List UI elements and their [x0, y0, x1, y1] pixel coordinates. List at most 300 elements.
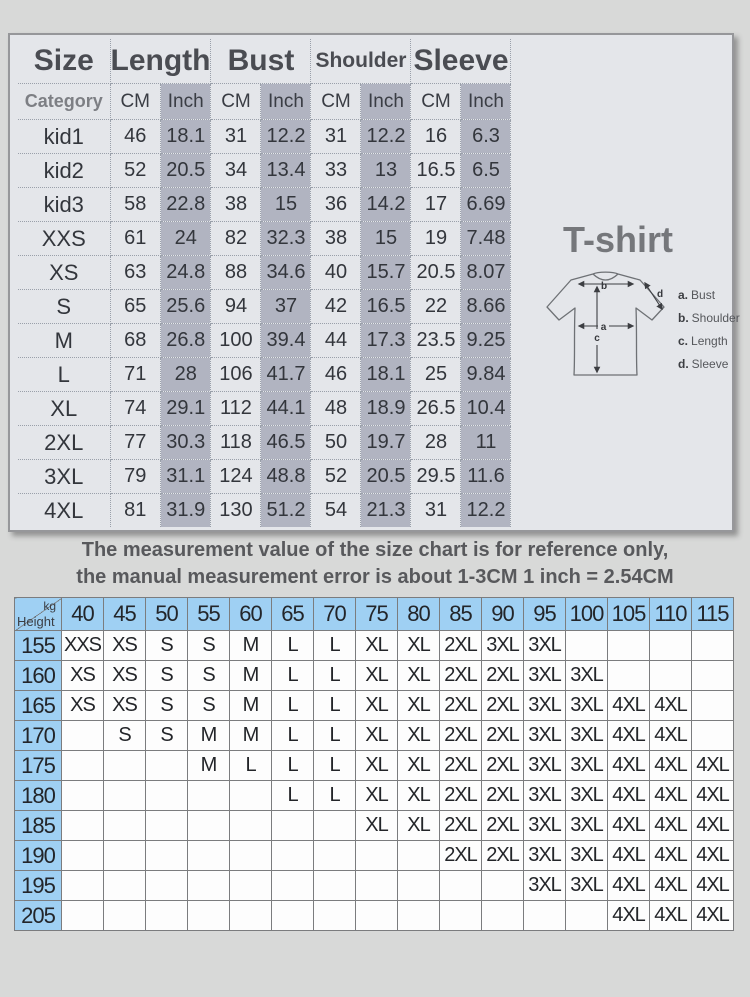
size-value: 18.9 [361, 392, 411, 426]
size-value: 9.84 [461, 358, 511, 392]
size-category: S [18, 290, 110, 324]
height-row-label: 155 [15, 631, 62, 661]
fit-cell [398, 841, 440, 871]
fit-cell [356, 871, 398, 901]
size-value: 23.5 [411, 324, 461, 358]
fit-cell: 3XL [524, 691, 566, 721]
fit-cell: XXS [62, 631, 104, 661]
fit-cell: 4XL [608, 781, 650, 811]
size-value: 106 [211, 358, 261, 392]
size-value: 46 [110, 120, 160, 154]
size-category: kid2 [18, 154, 110, 188]
weight-header: 60 [230, 598, 272, 631]
fit-cell [62, 781, 104, 811]
size-value: 46 [311, 358, 361, 392]
fit-cell: XL [398, 811, 440, 841]
fit-cell: S [188, 691, 230, 721]
fit-row-205 [15, 901, 734, 931]
fit-cell [62, 901, 104, 931]
fit-cell: 4XL [650, 871, 692, 901]
fit-cell: 3XL [524, 871, 566, 901]
measurement-legend [678, 284, 750, 376]
unit-header: CM [411, 84, 461, 120]
fit-cell [104, 811, 146, 841]
fit-cell: 2XL [440, 781, 482, 811]
size-value: 18.1 [160, 120, 211, 154]
fit-cell [230, 811, 272, 841]
size-value: 82 [211, 222, 261, 256]
fit-cell: 3XL [566, 781, 608, 811]
fit-cell [440, 871, 482, 901]
fit-cell [566, 901, 608, 931]
size-row-kid3 [18, 188, 511, 222]
size-value: 16 [411, 120, 461, 154]
size-row-m [18, 324, 511, 358]
fit-cell [230, 901, 272, 931]
size-category: 2XL [18, 426, 110, 460]
fit-cell: 4XL [608, 811, 650, 841]
fit-cell [608, 661, 650, 691]
fit-cell [146, 751, 188, 781]
fit-cell: XL [398, 721, 440, 751]
fit-cell [650, 661, 692, 691]
fit-cell [398, 901, 440, 931]
size-value: 31.1 [160, 460, 211, 494]
size-units-row [18, 84, 511, 120]
fit-cell: 3XL [524, 721, 566, 751]
fit-cell [608, 631, 650, 661]
fit-cell [104, 841, 146, 871]
weight-header: 40 [62, 598, 104, 631]
legend-label: Bust [691, 288, 716, 302]
fit-cell [62, 751, 104, 781]
size-value: 15 [361, 222, 411, 256]
fit-row-160 [15, 661, 734, 691]
category-header: Category [18, 84, 110, 120]
size-value: 15 [261, 188, 311, 222]
fit-row-195 [15, 871, 734, 901]
size-value: 22.8 [160, 188, 211, 222]
fit-cell [398, 871, 440, 901]
fit-cell: 4XL [650, 811, 692, 841]
size-value: 19 [411, 222, 461, 256]
size-category: 4XL [18, 494, 110, 528]
size-value: 48 [311, 392, 361, 426]
fit-row-185 [15, 811, 734, 841]
weight-header: 75 [356, 598, 398, 631]
fit-cell: 2XL [482, 841, 524, 871]
group-header-bust: Bust [211, 39, 311, 84]
fit-cell: L [272, 781, 314, 811]
fit-cell: XS [104, 661, 146, 691]
height-row-label: 180 [15, 781, 62, 811]
size-value: 12.2 [361, 120, 411, 154]
size-value: 6.69 [461, 188, 511, 222]
legend-key: c. [678, 334, 689, 348]
fit-cell: 2XL [482, 751, 524, 781]
size-value: 68 [110, 324, 160, 358]
size-value: 63 [110, 256, 160, 290]
size-value: 25 [411, 358, 461, 392]
fit-cell: M [230, 691, 272, 721]
legend-item-sleeve [678, 353, 750, 376]
fit-cell: 2XL [482, 811, 524, 841]
size-value: 38 [311, 222, 361, 256]
size-value: 24 [160, 222, 211, 256]
height-row-label: 185 [15, 811, 62, 841]
size-value: 51.2 [261, 494, 311, 528]
size-category: XL [18, 392, 110, 426]
fit-cell: XL [398, 661, 440, 691]
size-value: 38 [211, 188, 261, 222]
size-value: 24.8 [160, 256, 211, 290]
fit-cell: 4XL [692, 871, 734, 901]
legend-key: d. [678, 357, 689, 371]
fit-cell: 3XL [524, 661, 566, 691]
size-value: 28 [160, 358, 211, 392]
size-value: 21.3 [361, 494, 411, 528]
fit-cell: 4XL [650, 901, 692, 931]
fit-cell: 4XL [608, 871, 650, 901]
group-header-size: Size [18, 39, 110, 84]
size-value: 7.48 [461, 222, 511, 256]
fit-cell: 3XL [566, 871, 608, 901]
size-value: 13 [361, 154, 411, 188]
height-weight-fit-table [14, 597, 734, 931]
size-value: 112 [211, 392, 261, 426]
fit-cell: 2XL [482, 691, 524, 721]
fit-cell: L [314, 691, 356, 721]
fit-cell: XL [356, 691, 398, 721]
size-value: 20.5 [361, 460, 411, 494]
size-value: 61 [110, 222, 160, 256]
fit-cell [482, 871, 524, 901]
size-value: 12.2 [261, 120, 311, 154]
fit-cell [62, 811, 104, 841]
fit-cell: S [104, 721, 146, 751]
fit-cell: 2XL [440, 811, 482, 841]
fit-cell: 4XL [692, 811, 734, 841]
size-value: 16.5 [361, 290, 411, 324]
fit-cell: XL [398, 631, 440, 661]
size-value: 6.3 [461, 120, 511, 154]
size-value: 36 [311, 188, 361, 222]
size-table-body [18, 120, 511, 528]
fit-cell [272, 811, 314, 841]
fit-cell [314, 841, 356, 871]
fit-cell [524, 901, 566, 931]
size-value: 52 [110, 154, 160, 188]
size-value: 12.2 [461, 494, 511, 528]
size-value: 130 [211, 494, 261, 528]
fit-cell: 4XL [608, 721, 650, 751]
fit-cell: L [272, 751, 314, 781]
length-measure-letter: c [594, 333, 600, 344]
height-row-label: 190 [15, 841, 62, 871]
fit-cell [314, 901, 356, 931]
weight-header: 110 [650, 598, 692, 631]
height-row-label: 195 [15, 871, 62, 901]
fit-cell: 2XL [440, 841, 482, 871]
size-chart-table [18, 39, 511, 527]
size-category: XS [18, 256, 110, 290]
weight-header: 65 [272, 598, 314, 631]
fit-cell: S [188, 631, 230, 661]
legend-item-shoulder [678, 307, 750, 330]
weight-header: 55 [188, 598, 230, 631]
fit-cell: 3XL [524, 751, 566, 781]
fit-cell: XL [398, 691, 440, 721]
size-value: 17 [411, 188, 461, 222]
tshirt-measurement-diagram [538, 263, 678, 388]
weight-header: 115 [692, 598, 734, 631]
legend-label: Sleeve [691, 357, 729, 371]
size-value: 14.2 [361, 188, 411, 222]
weight-header: 50 [146, 598, 188, 631]
size-value: 37 [261, 290, 311, 324]
size-value: 33 [311, 154, 361, 188]
size-value: 42 [311, 290, 361, 324]
size-category: kid3 [18, 188, 110, 222]
fit-cell [104, 901, 146, 931]
size-groups-row [18, 39, 511, 84]
size-category: kid1 [18, 120, 110, 154]
size-value: 8.66 [461, 290, 511, 324]
fit-cell [188, 901, 230, 931]
fit-cell: 3XL [566, 751, 608, 781]
fit-cell: 3XL [482, 631, 524, 661]
size-value: 11.6 [461, 460, 511, 494]
fit-cell: XL [398, 781, 440, 811]
fit-cell: 4XL [650, 841, 692, 871]
reference-note-line1: The measurement value of the size chart is for reference only, [81, 539, 669, 561]
fit-cell: XS [104, 691, 146, 721]
fit-cell: S [146, 691, 188, 721]
shoulder-measure-letter: b [600, 281, 608, 292]
size-value: 100 [211, 324, 261, 358]
unit-header: Inch [261, 84, 311, 120]
size-value: 81 [110, 494, 160, 528]
tshirt-collar-shape [593, 274, 618, 280]
unit-header: CM [110, 84, 160, 120]
size-value: 31.9 [160, 494, 211, 528]
height-row-label: 165 [15, 691, 62, 721]
fit-cell: 2XL [440, 751, 482, 781]
fit-cell [188, 811, 230, 841]
size-category: 3XL [18, 460, 110, 494]
fit-cell: 4XL [650, 781, 692, 811]
legend-item-length [678, 330, 750, 353]
fit-cell: 2XL [482, 781, 524, 811]
fit-cell: 4XL [650, 691, 692, 721]
size-value: 8.07 [461, 256, 511, 290]
weight-header: 105 [608, 598, 650, 631]
fit-cell: 3XL [524, 841, 566, 871]
fit-cell: 4XL [692, 901, 734, 931]
unit-header: Inch [361, 84, 411, 120]
size-value: 29.5 [411, 460, 461, 494]
size-value: 34 [211, 154, 261, 188]
fit-cell: L [314, 721, 356, 751]
fit-cell [188, 841, 230, 871]
fit-cell: 4XL [608, 751, 650, 781]
fit-cell: XL [356, 631, 398, 661]
size-value: 6.5 [461, 154, 511, 188]
fit-cell [356, 901, 398, 931]
fit-cell: L [272, 661, 314, 691]
fit-cell: XL [356, 781, 398, 811]
size-value: 54 [311, 494, 361, 528]
size-category: L [18, 358, 110, 392]
size-value: 9.25 [461, 324, 511, 358]
size-value: 48.8 [261, 460, 311, 494]
height-row-label: 175 [15, 751, 62, 781]
size-row-4xl [18, 494, 511, 528]
fit-cell: L [272, 721, 314, 751]
fit-table-header-row [15, 598, 734, 631]
size-value: 32.3 [261, 222, 311, 256]
fit-cell: XS [62, 661, 104, 691]
fit-cell [566, 631, 608, 661]
fit-cell [146, 781, 188, 811]
size-value: 11 [461, 426, 511, 460]
size-value: 17.3 [361, 324, 411, 358]
fit-cell [314, 871, 356, 901]
fit-cell [482, 901, 524, 931]
size-value: 34.6 [261, 256, 311, 290]
fit-cell: M [230, 661, 272, 691]
fit-cell [146, 811, 188, 841]
fit-cell [146, 901, 188, 931]
fit-row-190 [15, 841, 734, 871]
fit-cell: L [272, 631, 314, 661]
sleeve-measure-letter: d [656, 289, 664, 300]
fit-cell: 3XL [566, 721, 608, 751]
fit-cell: 4XL [650, 751, 692, 781]
fit-cell: XL [356, 721, 398, 751]
height-row-label: 205 [15, 901, 62, 931]
size-value: 94 [211, 290, 261, 324]
size-value: 44 [311, 324, 361, 358]
size-value: 79 [110, 460, 160, 494]
unit-header: CM [311, 84, 361, 120]
size-value: 25.6 [160, 290, 211, 324]
fit-cell [104, 781, 146, 811]
fit-cell: 4XL [692, 841, 734, 871]
fit-cell: 4XL [608, 841, 650, 871]
fit-cell [188, 871, 230, 901]
size-value: 40 [311, 256, 361, 290]
fit-cell: 2XL [440, 631, 482, 661]
fit-cell: L [230, 751, 272, 781]
size-value: 31 [211, 120, 261, 154]
fit-cell [230, 871, 272, 901]
legend-key: a. [678, 288, 689, 302]
weight-header: 95 [524, 598, 566, 631]
fit-cell [272, 841, 314, 871]
weight-header: 70 [314, 598, 356, 631]
fit-cell: 3XL [524, 781, 566, 811]
weight-header: 80 [398, 598, 440, 631]
size-value: 74 [110, 392, 160, 426]
fit-cell [272, 871, 314, 901]
size-value: 46.5 [261, 426, 311, 460]
size-value: 58 [110, 188, 160, 222]
size-value: 31 [311, 120, 361, 154]
size-value: 44.1 [261, 392, 311, 426]
size-row-xl [18, 392, 511, 426]
weight-header: 45 [104, 598, 146, 631]
fit-cell [650, 631, 692, 661]
fit-cell [440, 901, 482, 931]
size-value: 16.5 [411, 154, 461, 188]
size-value: 77 [110, 426, 160, 460]
size-category: XXS [18, 222, 110, 256]
size-row-s [18, 290, 511, 324]
fit-cell: L [314, 781, 356, 811]
fit-cell: M [230, 721, 272, 751]
fit-cell: S [146, 721, 188, 751]
fit-cell: 3XL [566, 661, 608, 691]
group-header-length: Length [110, 39, 211, 84]
size-chart-panel [8, 33, 740, 532]
size-value: 19.7 [361, 426, 411, 460]
size-value: 52 [311, 460, 361, 494]
size-value: 30.3 [160, 426, 211, 460]
fit-cell: M [230, 631, 272, 661]
fit-cell: L [314, 631, 356, 661]
unit-header: CM [211, 84, 261, 120]
group-header-sleeve: Sleeve [411, 39, 511, 84]
fit-cell [692, 691, 734, 721]
fit-cell: XL [356, 751, 398, 781]
size-value: 15.7 [361, 256, 411, 290]
size-value: 65 [110, 290, 160, 324]
fit-cell [188, 781, 230, 811]
size-value: 50 [311, 426, 361, 460]
fit-cell: 3XL [524, 631, 566, 661]
kg-height-corner-cell [15, 598, 62, 631]
fit-cell: 3XL [566, 841, 608, 871]
height-label: Height [17, 614, 55, 629]
bust-measure-letter: a [600, 322, 607, 333]
size-row-kid2 [18, 154, 511, 188]
height-row-label: 170 [15, 721, 62, 751]
size-value: 124 [211, 460, 261, 494]
fit-cell [230, 781, 272, 811]
size-value: 13.4 [261, 154, 311, 188]
reference-note-line2: the manual measurement error is about 1-3CM 1 inch = 2.54CM [76, 566, 674, 588]
fit-row-175 [15, 751, 734, 781]
fit-cell: 2XL [440, 661, 482, 691]
fit-cell [62, 721, 104, 751]
weight-header: 100 [566, 598, 608, 631]
fit-cell: 4XL [650, 721, 692, 751]
fit-cell [104, 871, 146, 901]
reference-note [0, 537, 750, 591]
size-value: 71 [110, 358, 160, 392]
fit-cell: S [146, 631, 188, 661]
size-row-xxs [18, 222, 511, 256]
fit-cell [692, 661, 734, 691]
size-row-xs [18, 256, 511, 290]
fit-cell: 2XL [440, 721, 482, 751]
fit-cell: 4XL [608, 691, 650, 721]
fit-row-155 [15, 631, 734, 661]
fit-cell: 2XL [440, 691, 482, 721]
fit-cell [62, 841, 104, 871]
fit-cell: M [188, 721, 230, 751]
